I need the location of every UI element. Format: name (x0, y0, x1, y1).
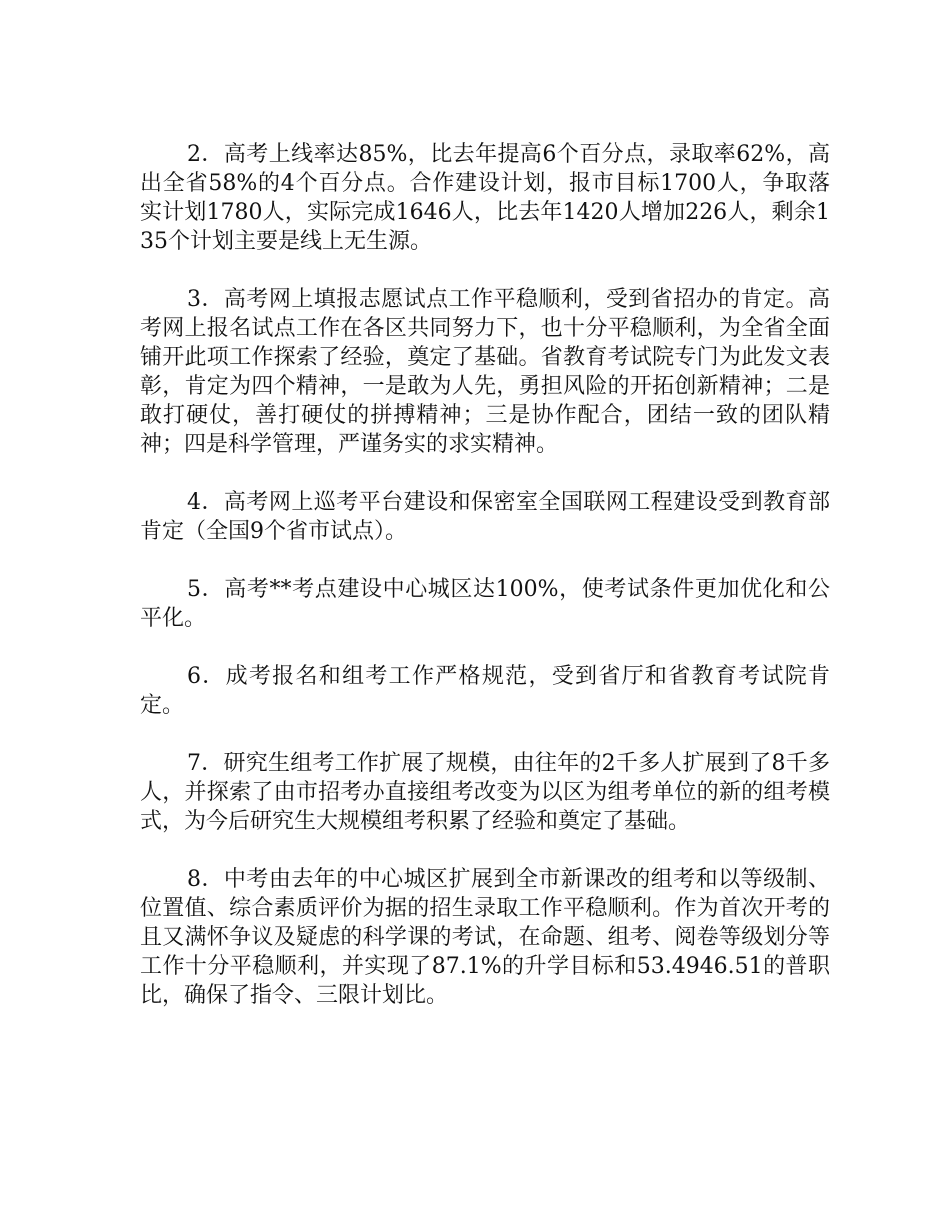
paragraph-item-4: 4．高考网上巡考平台建设和保密室全国联网工程建设受到教育部肯定（全国9个省市试点）。 (140, 490, 830, 544)
paragraph-item-3: 3．高考网上填报志愿试点工作平稳顺利，受到省招办的肯定。高考网上报名试点工作在各区共同努力下，也十分平稳顺利，为全省全面铺开此项工作探索了经验，奠定了基础。省教育考试院专门为此发文表彰，肯定为四个精神，一是敢为人先，勇担风险的开拓创新精神；二是敢打硬仗，善打硬仗的拼搏精神；三是协作配合，团结一致的团队精神；四是科学管理，严谨务实的求实精神。 (140, 287, 830, 457)
paragraph-item-8: 8．中考由去年的中心城区扩展到全市新课改的组考和以等级制、位置值、综合素质评价为据的招生录取工作平稳顺利。作为首次开考的且又满怀争议及疑虑的科学课的考试，在命题、组考、阅卷等级划分等工作十分平稳顺利，并实现了87.1%的升学目标和53.4946.51的普职比，确保了指令、三限计划比。 (140, 867, 830, 1008)
document-body (140, 140, 830, 1039)
paragraph-item-6: 6．成考报名和组考工作严格规范，受到省厅和省教育考试院肯定。 (140, 664, 830, 718)
paragraph-item-5: 5．高考**考点建设中心城区达100%，使考试条件更加优化和公平化。 (140, 577, 830, 631)
paragraph-item-2: 2．高考上线率达85%，比去年提高6个百分点，录取率62%，高出全省58%的4个百分点。合作建设计划，报市目标1700人，争取落实计划1780人，实际完成1646人，比去年1420人增加226人，剩余135个计划主要是线上无生源。 (140, 142, 830, 254)
paragraph-item-7: 7．研究生组考工作扩展了规模，由往年的2千多人扩展到了8千多人，并探索了由市招考办直接组考改变为以区为组考单位的新的组考模式，为今后研究生大规模组考积累了经验和奠定了基础。 (140, 751, 830, 834)
